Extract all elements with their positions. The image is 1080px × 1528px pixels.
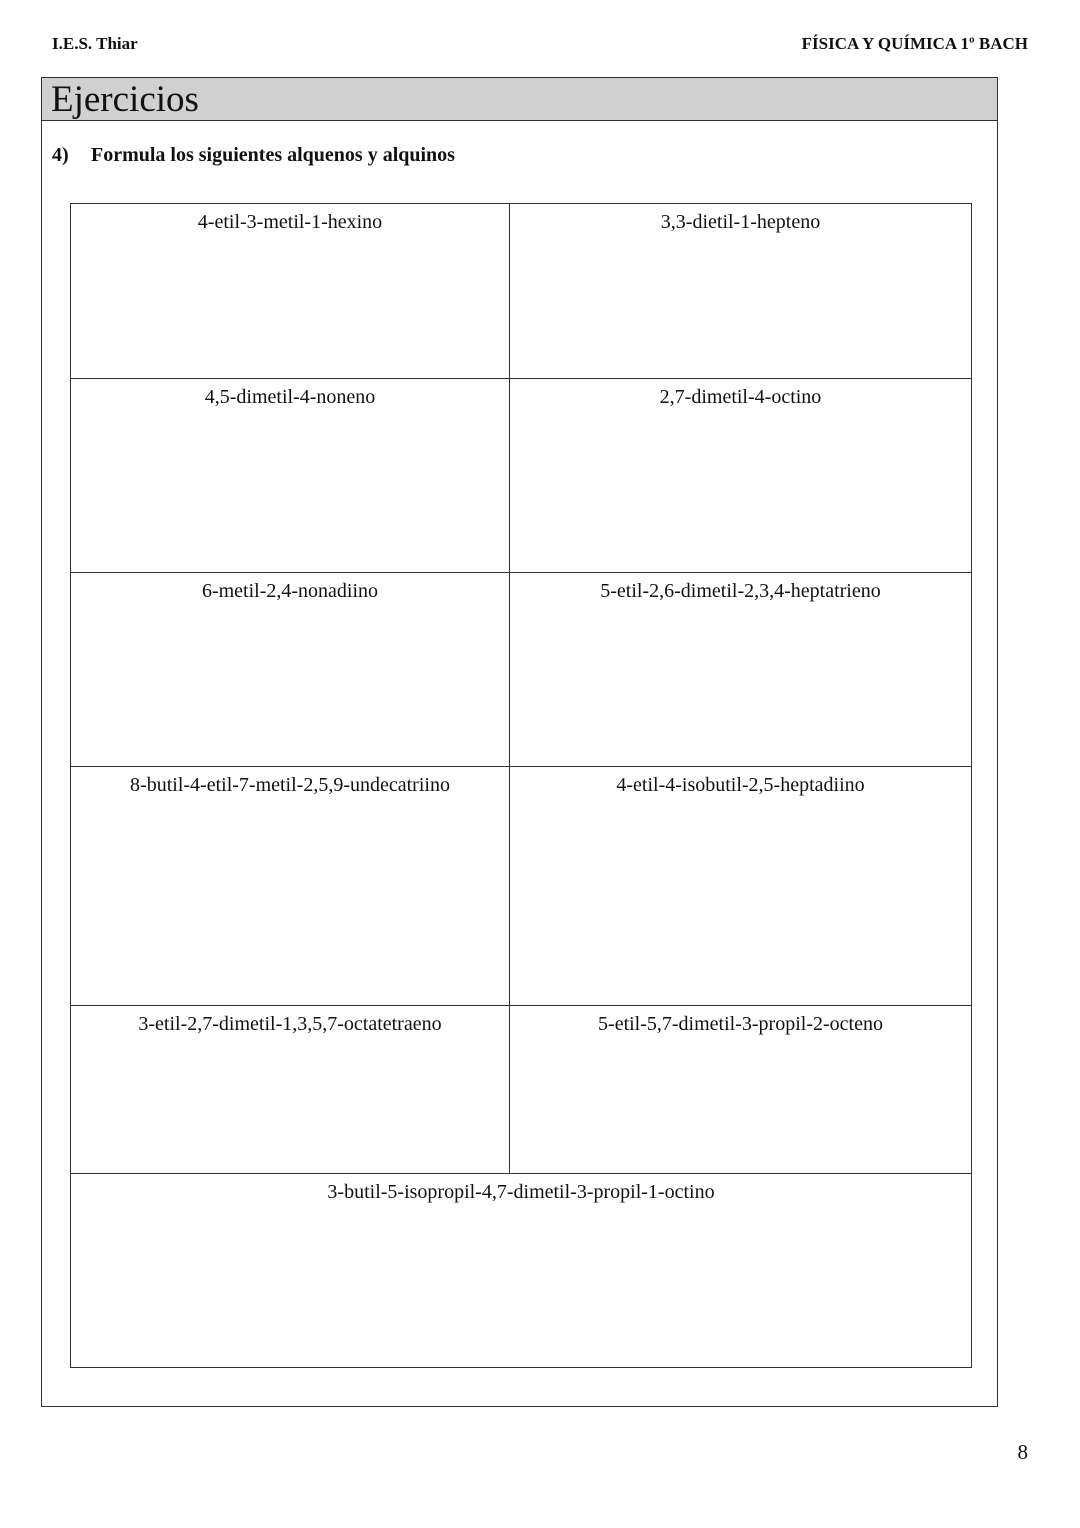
- table-row: [71, 204, 971, 379]
- compound-cell: 5-etil-2,6-dimetil-2,3,4-heptatrieno: [600, 580, 881, 602]
- compound-cell: 3,3-dietil-1-hepteno: [660, 211, 821, 233]
- question-number: 4): [52, 144, 69, 166]
- compound-cell: 4,5-dimetil-4-noneno: [71, 379, 510, 572]
- table-row: [71, 379, 971, 573]
- compound-cell: 2,7-dimetil-4-octino: [659, 386, 822, 408]
- compound-cell: 8-butil-4-etil-7-metil-2,5,9-undecatriino: [71, 767, 510, 1005]
- compound-cell: 3-etil-2,7-dimetil-1,3,5,7-octatetraeno: [71, 1006, 510, 1173]
- compound-table: [70, 203, 972, 1368]
- compound-cell: 3-butil-5-isopropil-4,7-dimetil-3-propil-1-octino: [327, 1181, 715, 1203]
- compound-cell: 4-etil-3-metil-1-hexino: [71, 204, 510, 378]
- compound-cell: 5-etil-5,7-dimetil-3-propil-2-octeno: [598, 1013, 883, 1035]
- table-row: [71, 1174, 971, 1367]
- page-number: 8: [1017, 1440, 1028, 1464]
- header-course: FÍSICA Y QUÍMICA 1º BACH: [801, 34, 1028, 53]
- compound-cell: 4-etil-4-isobutil-2,5-heptadiino: [616, 774, 865, 796]
- question-text: Formula los siguientes alquenos y alquinos: [91, 144, 455, 166]
- table-row: [71, 1006, 971, 1174]
- table-row: [71, 573, 971, 767]
- compound-cell: 6-metil-2,4-nonadiino: [71, 573, 510, 766]
- section-title: Ejercicios: [51, 79, 199, 120]
- question-statement: [52, 144, 455, 167]
- exercise-frame: [41, 77, 998, 1407]
- header-school: I.E.S. Thiar: [52, 34, 138, 53]
- section-header-bar: [42, 78, 997, 121]
- table-row: [71, 767, 971, 1006]
